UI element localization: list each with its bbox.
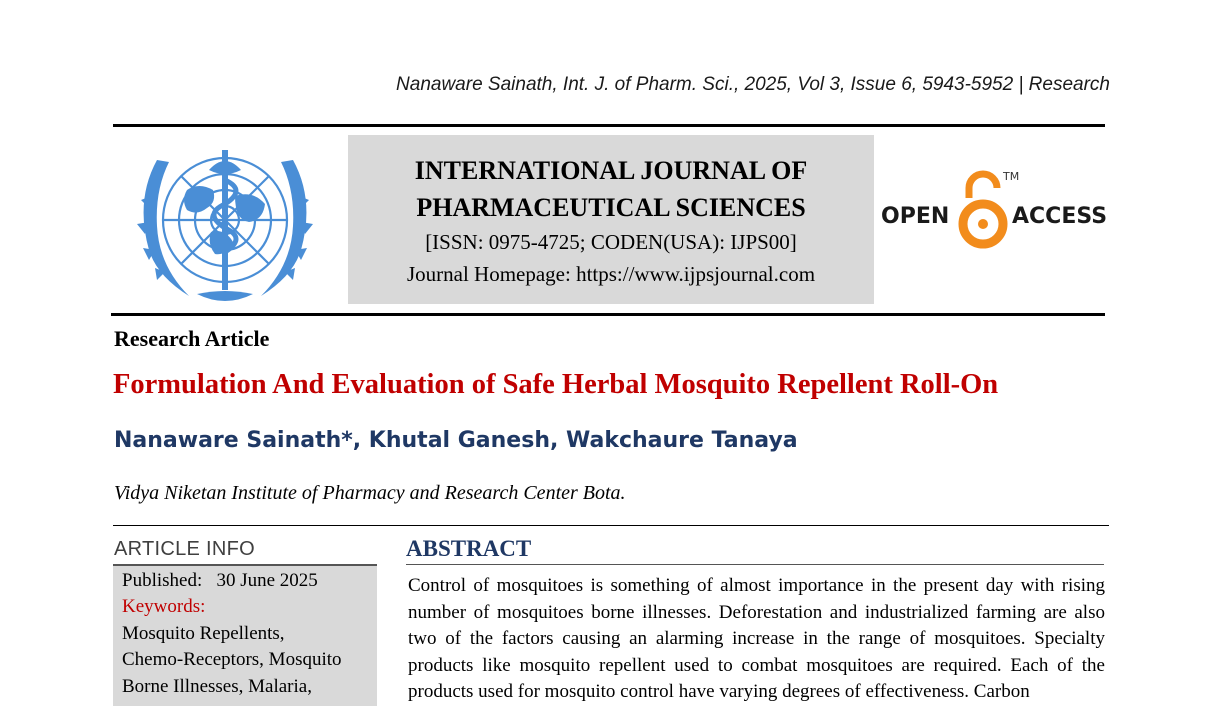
article-info-heading: ARTICLE INFO [114,538,256,560]
trademark-mark: TM [1003,170,1020,183]
abstract-body: Control of mosquitoes is something of almost importance in the present day with rising number of mosquitoes borne illnesses. Deforestation and industrialized farming are also two of the factors causing an alarming increase in the range of mosquitoes. Specialty products like mosquito repellent used to combat mosquitoes are required. Each of the products used for mosquito control have varying degrees of effectiveness. Carbon [408,575,1105,702]
open-access-logo [881,166,1107,250]
published-line: Published: 30 June 2025 [122,570,318,591]
published-date: 30 June 2025 [216,570,318,591]
open-access-right-text: ACCESS [1012,204,1107,229]
article-info-panel [113,566,377,706]
section-divider [113,525,1109,526]
affiliation: Vidya Niketan Institute of Pharmacy and Research Center Bota. [114,482,626,504]
keyword-line: Borne Illnesses, Malaria, [122,676,312,697]
journal-issn: [ISSN: 0975-4725; CODEN(USA): IJPS00] [425,230,797,254]
top-rule [113,124,1105,127]
abstract-heading: ABSTRACT [406,536,532,561]
keywords-label: Keywords: [122,596,206,617]
masthead-bottom-rule [111,313,1105,316]
author-list: Nanaware Sainath*, Khutal Ganesh, Wakchaure Tanaya [114,428,798,453]
keyword-line: Chemo-Receptors, Mosquito [122,649,342,670]
keyword-line: Mosquito Repellents, [122,623,285,644]
journal-homepage: Journal Homepage: https://www.ijpsjournal.com [406,262,816,286]
abstract-rule [406,564,1104,565]
open-lock-icon [963,174,1003,244]
running-header: Nanaware Sainath, Int. J. of Pharm. Sci., 2025, Vol 3, Issue 6, 5943-5952 | Research [396,74,1110,95]
journal-name: INTERNATIONAL JOURNAL OF PHARMACEUTICAL SCIENCES [414,156,808,222]
article-title: Formulation And Evaluation of Safe Herbal Mosquito Repellent Roll-On [113,369,999,400]
journal-masthead [348,135,874,304]
article-type: Research Article [114,326,270,351]
open-access-left-text: OPEN [881,204,950,229]
journal-emblem-icon [127,140,323,306]
